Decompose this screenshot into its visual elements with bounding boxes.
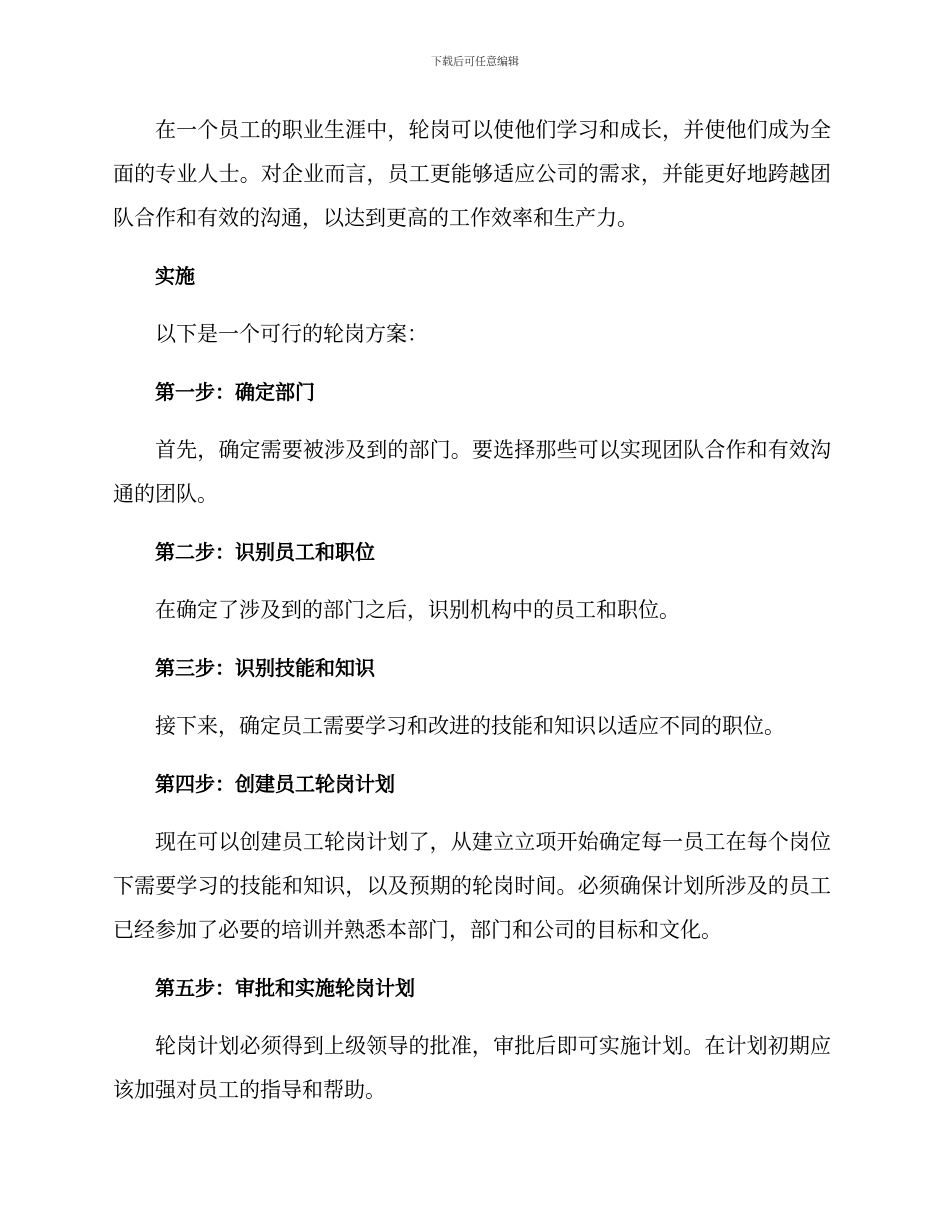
heading-implementation: 实施 xyxy=(155,264,195,288)
paragraph-step-4: 现在可以创建员工轮岗计划了，从建立立项开始确定每一员工在每个岗位下需要学习的技能和知识，以及预期的轮岗时间。必须确保计划所涉及的员工已经参加了必要的培训并熟悉本部门，部门和公司的目标和文化。 xyxy=(113,830,831,942)
heading-step-4: 第四步：创建员工轮岗计划 xyxy=(155,772,395,796)
paragraph-step-2: 在确定了涉及到的部门之后，识别机构中的员工和职位。 xyxy=(155,598,680,622)
paragraph-plan-intro: 以下是一个可行的轮岗方案： xyxy=(155,322,428,346)
heading-step-3: 第三步：识别技能和知识 xyxy=(155,656,375,680)
heading-step-2: 第二步：识别员工和职位 xyxy=(155,540,375,564)
paragraph-step-1: 首先，确定需要被涉及到的部门。要选择那些可以实现团队合作和有效沟通的团队。 xyxy=(113,438,831,506)
paragraph-step-5: 轮岗计划必须得到上级领导的批准，审批后即可实施计划。在计划初期应该加强对员工的指导和帮助。 xyxy=(113,1034,831,1102)
page-header: 下载后可任意编辑 xyxy=(431,55,519,68)
paragraph-intro: 在一个员工的职业生涯中，轮岗可以使他们学习和成长，并使他们成为全面的专业人士。对企业而言，员工更能够适应公司的需求，并能更好地跨越团队合作和有效的沟通，以达到更高的工作效率和生产力。 xyxy=(113,118,831,230)
heading-step-1: 第一步：确定部门 xyxy=(155,380,315,404)
heading-step-5: 第五步：审批和实施轮岗计划 xyxy=(155,976,415,1000)
document-body xyxy=(113,108,831,1126)
paragraph-step-3: 接下来，确定员工需要学习和改进的技能和知识以适应不同的职位。 xyxy=(155,714,785,738)
